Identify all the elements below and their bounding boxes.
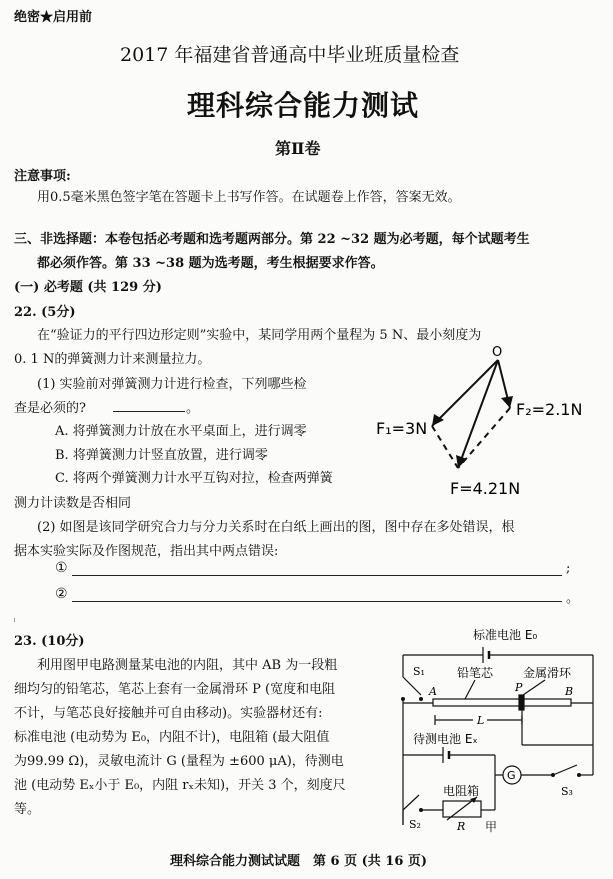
parallelogram-dashed-left	[432, 426, 458, 468]
q23-line1: 利用图甲电路测量某电池的内阻，其中 AB 为一段粗	[37, 658, 338, 673]
resultant-label: F=4.21N	[450, 479, 521, 498]
s2-label: S₂	[409, 818, 421, 830]
q23-line5: 为99.99 Ω)，灵敏电流计 G (量程为 ±600 μA)，待测电	[14, 754, 344, 769]
f1-label: F₁=3N	[376, 419, 428, 438]
q23-line2: 细均匀的铅笔芯，笔芯上套有一金属滑环 P (宽度和电阻	[14, 682, 336, 697]
q22-sub1-end: 。	[186, 401, 200, 416]
p-label: P	[515, 681, 523, 694]
s2-switch-blade	[403, 795, 419, 810]
q22-paragraph-line1: 在“验证力的平行四边形定则”实验中，某同学用两个量程为 5 N、最小刻度为	[37, 328, 482, 343]
q23-line4: 标准电池 (电动势为 E₀，内阻不计)，电阻箱 (最大阻值	[14, 730, 330, 745]
box-label: 电阻箱	[443, 784, 480, 798]
pencil-label: 铅笔芯	[457, 666, 494, 680]
circuit-diagram	[395, 625, 607, 830]
s1-label: S₁	[413, 665, 425, 678]
q22-sub2-line1: (2) 如图是该同学研究合力与分力关系时在白纸上画出的图，图中存在多处错误，根	[37, 520, 515, 535]
margin-mark	[14, 618, 15, 622]
blank-1-marker: ①	[55, 560, 68, 576]
page-footer: 理科综合能力测试试题 第 6 页 (共 16 页)	[170, 854, 428, 869]
q22-option-a: A. 将弹簧测力计放在水平桌面上，进行调零	[55, 424, 307, 439]
g-label: G	[507, 769, 516, 782]
q23-line3: 不计，与笔芯良好接触并可自由移动)。实验器材还有:	[14, 706, 323, 721]
q23-heading: 23. (10分)	[14, 634, 85, 649]
force-diagram	[370, 340, 610, 510]
blank-2-end: 。	[566, 591, 580, 606]
q22-option-c-line2: 测力计读数是否相同	[14, 496, 132, 511]
q22-sub1-answer-blank[interactable]	[113, 411, 185, 412]
slider-ring	[519, 695, 524, 710]
b-label: B	[565, 685, 574, 698]
q23-line6: 池 (电动势 Eₓ小于 E₀，内阻 rₓ未知)，开关 3 个，刻度尺	[14, 778, 346, 793]
l-label: L	[477, 714, 485, 727]
answer-line-1[interactable]	[72, 575, 562, 576]
confidential-label: 绝密★启用前	[14, 10, 93, 25]
required-questions-heading: (一) 必考题 (共 129 分)	[14, 280, 162, 295]
q23-line7: 等。	[14, 802, 41, 817]
q22-option-b: B. 将弹簧测力计竖直放置，进行调零	[55, 448, 268, 463]
q22-sub2-line2: 据本实验实际及作图规范，指出其中两点错误:	[14, 544, 279, 559]
ring-label: 金属滑环	[523, 666, 572, 680]
notes-line: 用0.5毫米黑色签字笔在答题卡上书写作答。在试题卷上作答，答案无效。	[37, 190, 461, 205]
q22-paragraph-line2: 0. 1 N的弹簧测力计来测量拉力。	[14, 352, 211, 367]
r-label: R	[457, 820, 466, 830]
subject-title: 理科综合能力测试	[187, 89, 420, 122]
volume-title: 第Ⅱ卷	[275, 139, 321, 158]
s1-switch-blade	[403, 677, 421, 695]
s3-switch-blade	[553, 765, 577, 775]
section-three-line2: 都必须作答。第 33 ~38 题为选考题，考生根据要求作答。	[37, 256, 384, 271]
exam-title: 2017 年福建省普通高中毕业班质量检查	[120, 44, 460, 66]
pencil-lead-rect	[433, 699, 571, 706]
q22-sub1-line2: 查是必须的?	[14, 401, 86, 416]
origin-label: O	[492, 345, 503, 360]
blank-2-marker: ②	[55, 586, 68, 602]
std-cell-label: 标准电池 E₀	[473, 628, 538, 642]
a-label: A	[429, 685, 437, 698]
f2-label: F₂=2.1N	[516, 400, 583, 419]
answer-line-2[interactable]	[72, 601, 562, 602]
q22-heading: 22. (5分)	[14, 305, 76, 320]
q22-sub1-line1: (1) 实验前对弹簧测力计进行检查，下列哪些检	[37, 377, 307, 392]
resultant-vector-line	[458, 360, 498, 468]
notes-heading: 注意事项:	[14, 169, 71, 184]
f2-arrowhead	[501, 396, 513, 408]
section-three-line1: 三、非选择题：本卷包括必考题和选考题两部分。第 22 ~32 题为必考题，每个试题考生	[14, 232, 530, 247]
test-cell-label: 待测电池 Eₓ	[413, 732, 478, 746]
figure-caption: 甲	[485, 820, 498, 834]
q22-option-c-line1: C. 将两个弹簧测力计水平互钩对拉，检查两弹簧	[55, 471, 333, 486]
f1-vector-line	[432, 360, 498, 426]
blank-1-end: ;	[566, 561, 571, 576]
s3-label: S₃	[561, 785, 573, 798]
